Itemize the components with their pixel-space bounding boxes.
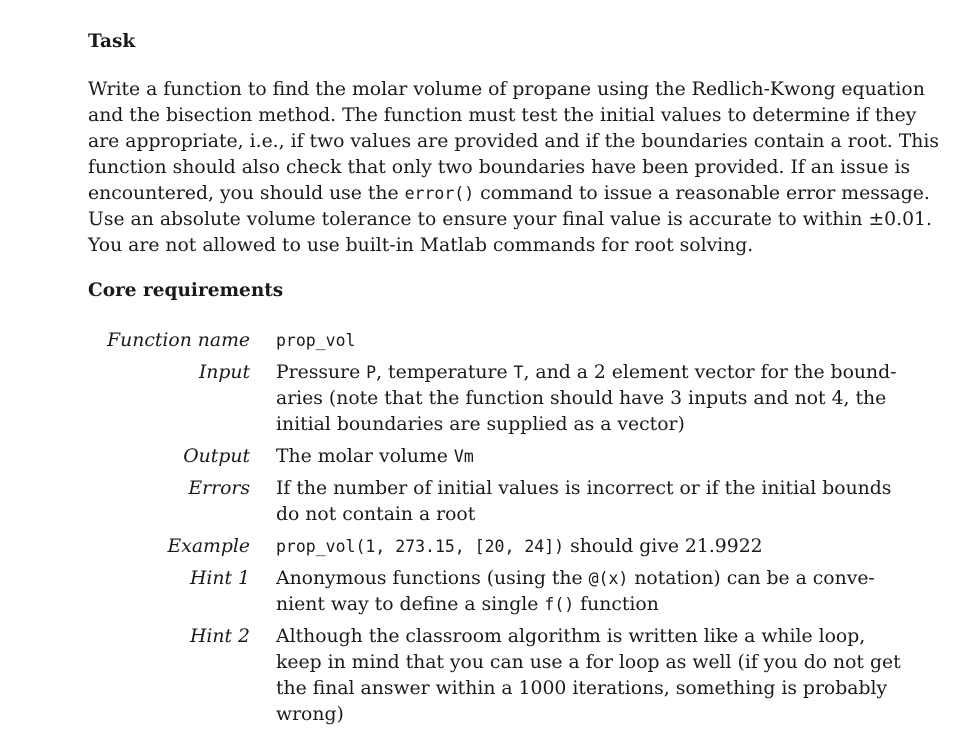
requirement-row-errors (88, 476, 892, 528)
task-line (88, 181, 930, 207)
requirements-list (88, 328, 901, 734)
core-requirements-heading: Core requirements (88, 280, 284, 301)
function-name-code: prop_vol (276, 331, 356, 350)
pressure-code: P (366, 363, 377, 382)
value-line: the final answer within a 1000 iterations, something is probably (276, 678, 888, 699)
value-text: should give 21.9922 (564, 536, 763, 557)
value-line (276, 566, 875, 592)
requirement-value (276, 624, 901, 728)
value-text: , temperature (376, 362, 514, 383)
value-text: , and a 2 element vector for the bound- (523, 362, 897, 383)
task-line: function should also check that only two boundaries have been provided. If an issue is (88, 157, 911, 178)
task-line: are appropriate, i.e., if two values are provided and if the boundaries contain a root. This (88, 131, 940, 152)
requirement-value (276, 534, 856, 560)
task-text: command to issue a reasonable error message. (474, 183, 930, 204)
value-line (276, 360, 897, 386)
requirement-row-output (88, 444, 878, 470)
requirement-label: Input (198, 362, 250, 383)
value-line: do not contain a root (276, 504, 476, 525)
requirement-value (276, 476, 892, 528)
anonymous-function-code: @(x) (588, 569, 629, 588)
value-text: The molar volume (276, 446, 454, 467)
molar-volume-code: Vm (453, 447, 474, 466)
function-code: f() (544, 595, 575, 614)
value-line: Although the classroom algorithm is written like a while loop, (276, 626, 866, 647)
error-command-code: error() (404, 184, 475, 203)
requirement-label: Hint 2 (190, 626, 250, 647)
task-paragraph (88, 77, 940, 259)
requirement-value (276, 566, 875, 618)
requirement-row-function-name (88, 328, 878, 354)
value-line: keep in mind that you can use a for loop as well (if you do not get (276, 652, 901, 673)
value-text: notation) can be a conve- (628, 568, 875, 589)
requirement-row-example (88, 534, 878, 560)
requirement-row-hint-2 (88, 624, 901, 728)
value-text: Pressure (276, 362, 367, 383)
requirement-row-input (88, 360, 897, 438)
requirement-value (276, 360, 897, 438)
value-line: initial boundaries are supplied as a vector) (276, 414, 685, 435)
requirement-label: Hint 1 (190, 568, 250, 589)
value-text: function (574, 594, 659, 615)
task-line: and the bisection method. The function must test the initial values to determine if they (88, 105, 917, 126)
task-text: encountered, you should use the (88, 183, 405, 204)
value-text: nient way to define a single (276, 594, 545, 615)
task-line: Use an absolute volume tolerance to ensure your final value is accurate to within ±0.01. (88, 209, 932, 230)
requirement-row-hint-1 (88, 566, 878, 618)
task-heading: Task (88, 31, 136, 52)
requirement-label: Output (183, 446, 250, 467)
example-call-code: prop_vol(1, 273.15, [20, 24]) (276, 537, 565, 556)
requirement-value (276, 328, 856, 354)
value-line (276, 592, 856, 618)
requirement-value (276, 444, 856, 470)
task-line: You are not allowed to use built-in Matlab commands for root solving. (88, 235, 754, 256)
value-text: Anonymous functions (using the (276, 568, 589, 589)
requirement-label: Example (167, 536, 250, 557)
task-line: Write a function to find the molar volume of propane using the Redlich-Kwong equation (88, 79, 925, 100)
value-line: wrong) (276, 704, 344, 725)
value-line: If the number of initial values is incorrect or if the initial bounds (276, 478, 892, 499)
temperature-code: T (513, 363, 524, 382)
value-line: aries (note that the function should have 3 inputs and not 4, the (276, 388, 887, 409)
requirement-label: Function name (107, 330, 250, 351)
requirement-label: Errors (188, 478, 250, 499)
